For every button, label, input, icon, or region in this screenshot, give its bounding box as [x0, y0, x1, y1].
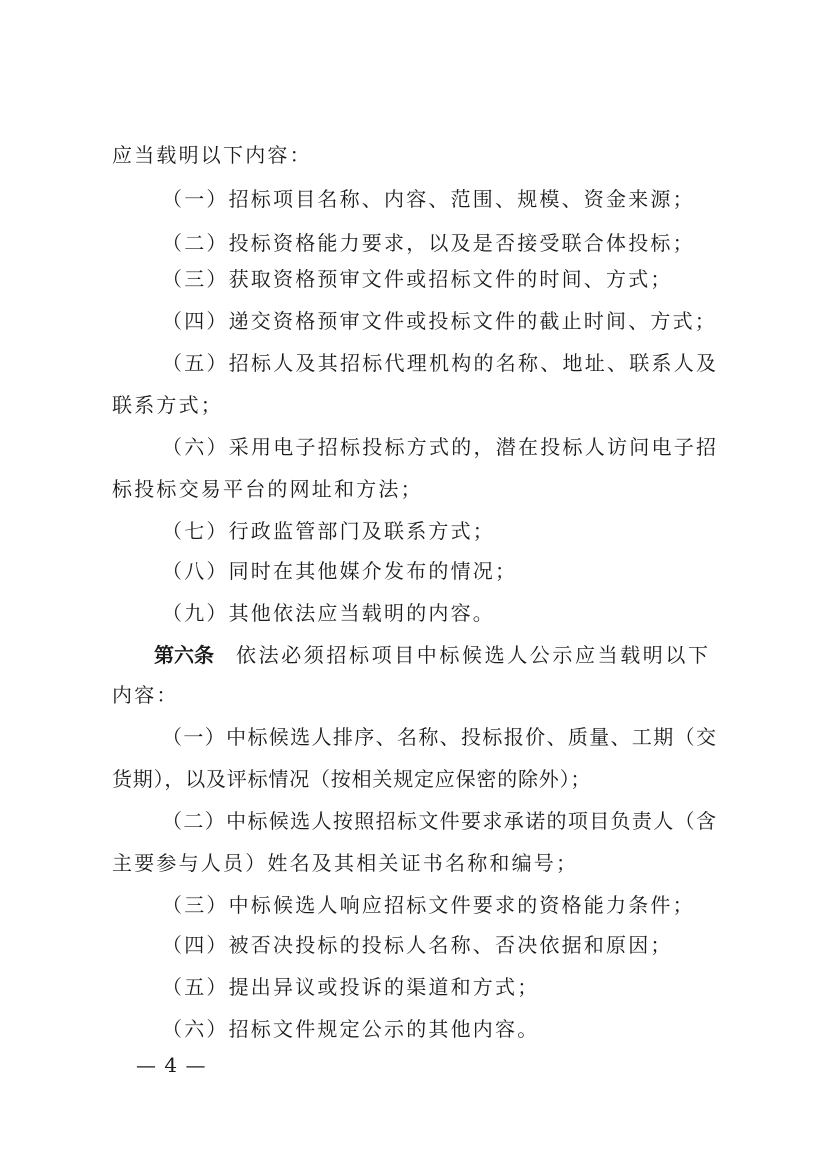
- text-line: 主要参与人员）姓名及其相关证书名称和编号；: [112, 851, 579, 875]
- list-item: （五）提出异议或投诉的渠道和方式；: [162, 975, 540, 999]
- list-item: （八）同时在其他媒介发布的情况；: [162, 559, 518, 583]
- list-item: （四）递交资格预审文件或投标文件的截止时间、方式；: [162, 309, 717, 333]
- list-item: （七）行政监管部门及联系方式；: [162, 519, 495, 543]
- article-6-text: 依法必须招标项目中标候选人公示应当载明以下: [236, 643, 711, 667]
- list-item: （六）招标文件规定公示的其他内容。: [162, 1017, 540, 1041]
- list-item: （四）被否决投标的投标人名称、否决依据和原因；: [162, 933, 673, 957]
- text-line: 联系方式；: [112, 393, 223, 417]
- text-line: 内容：: [112, 683, 179, 707]
- page-number: — 4 —: [136, 1053, 207, 1077]
- list-item: （二）中标候选人按照招标文件要求承诺的项目负责人（含: [162, 809, 716, 833]
- text-line: 标投标交易平台的网址和方法；: [112, 477, 423, 501]
- list-item: （二）投标资格能力要求，以及是否接受联合体投标；: [162, 231, 695, 255]
- article-6-heading: 第六条: [154, 643, 214, 667]
- article-6-line: [154, 640, 716, 670]
- text-line: 货期），以及评标情况（按相关规定应保密的除外）；: [112, 767, 592, 791]
- list-item: （三）中标候选人响应招标文件要求的资格能力条件；: [162, 893, 695, 917]
- list-item: （六）采用电子招标投标方式的，潜在投标人访问电子招: [162, 435, 716, 459]
- list-item: （一）招标项目名称、内容、范围、规模、资金来源；: [162, 187, 695, 211]
- list-item: （九）其他依法应当载明的内容。: [162, 601, 495, 625]
- text-line: 应当载明以下内容：: [112, 143, 312, 167]
- list-item: （一）中标候选人排序、名称、投标报价、质量、工期（交: [162, 725, 716, 749]
- list-item: （三）获取资格预审文件或招标文件的时间、方式；: [162, 267, 673, 291]
- list-item: （五）招标人及其招标代理机构的名称、地址、联系人及: [162, 351, 716, 375]
